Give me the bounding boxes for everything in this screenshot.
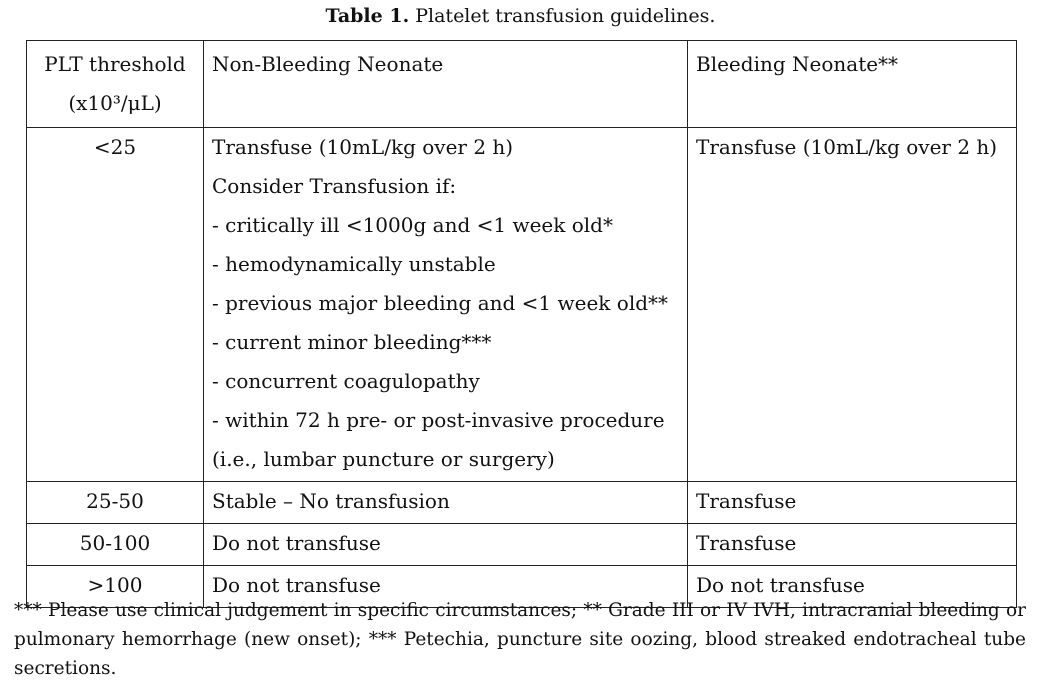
bleeding-cell: Transfuse (10mL/kg over 2 h) — [688, 128, 1017, 482]
threshold-cell: 25-50 — [27, 482, 204, 524]
bleeding-cell: Transfuse — [688, 524, 1017, 566]
header-row — [27, 41, 1017, 128]
threshold-cell: 50-100 — [27, 524, 204, 566]
bleeding-cell: Do not transfuse — [688, 566, 1017, 608]
non-bleeding-line: - current minor bleeding*** — [212, 330, 492, 354]
threshold-cell: >100 — [27, 566, 204, 608]
header-bleeding: Bleeding Neonate** — [688, 41, 1017, 128]
non-bleeding-line: Consider Transfusion if: — [212, 174, 457, 198]
non-bleeding-line: - within 72 h pre- or post-invasive procedure — [212, 408, 665, 432]
non-bleeding-cell: Do not transfuse — [204, 566, 688, 608]
platelet-transfusion-table — [26, 40, 1017, 608]
non-bleeding-line: (i.e., lumbar puncture or surgery) — [212, 447, 555, 471]
table-caption — [0, 4, 1041, 28]
threshold-cell: <25 — [27, 128, 204, 482]
non-bleeding-line: - concurrent coagulopathy — [212, 369, 480, 393]
non-bleeding-line: - previous major bleeding and <1 week old** — [212, 291, 669, 315]
header-non-bleeding: Non-Bleeding Neonate — [204, 41, 688, 128]
caption-label: Table 1. — [325, 5, 410, 27]
table-row — [27, 524, 1017, 566]
table-footnote: *** Please use clinical judgement in specific circumstances; ** Grade III or IV IVH, intracranial bleeding or pulmonary hemorrhage (new onset); *** Petechia, puncture site oozing, blood streaked endotracheal tube secretions. — [14, 600, 1026, 679]
non-bleeding-cell — [204, 128, 688, 482]
non-bleeding-line: - critically ill <1000g and <1 week old* — [212, 213, 613, 237]
bleeding-cell: Transfuse — [688, 482, 1017, 524]
table-row — [27, 128, 1017, 482]
caption-text: Platelet transfusion guidelines. — [409, 5, 716, 27]
header-threshold-line2: (x10³/μL) — [68, 91, 162, 115]
non-bleeding-line: - hemodynamically unstable — [212, 252, 496, 276]
non-bleeding-cell: Stable – No transfusion — [204, 482, 688, 524]
non-bleeding-cell: Do not transfuse — [204, 524, 688, 566]
non-bleeding-line: Transfuse (10mL/kg over 2 h) — [212, 135, 514, 159]
header-threshold-line1: PLT threshold — [44, 52, 186, 76]
table-row — [27, 482, 1017, 524]
header-threshold — [27, 41, 204, 128]
